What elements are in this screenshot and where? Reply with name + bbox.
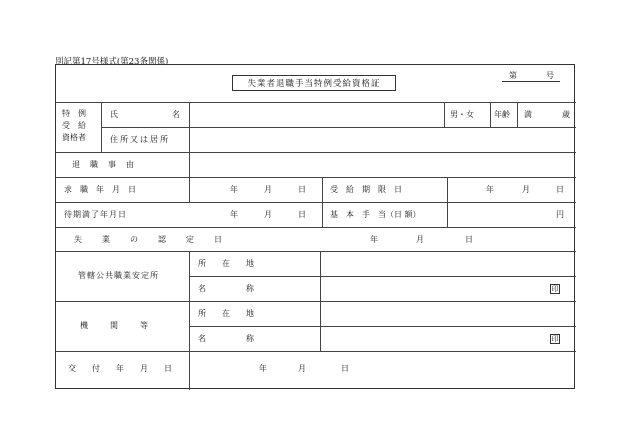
address-label: 住所又は居所 (110, 135, 170, 144)
office-name-label: 名 称 (198, 284, 254, 293)
rule-4 (56, 177, 576, 178)
issue-day: 日 (341, 364, 349, 373)
basic-allowance-label: 基 本 手 当（日 額） (330, 210, 421, 219)
waiting-day: 日 (298, 210, 306, 219)
retirement-reason-field[interactable] (190, 153, 575, 176)
qualification-certificate-form (55, 64, 575, 389)
age-man: 満 (524, 110, 532, 119)
deadline-day: 日 (556, 185, 564, 194)
issue-date-label: 交 付 年 月 日 (68, 364, 176, 373)
agency-name-label: 名 称 (198, 334, 254, 343)
vrule-gender-right (490, 102, 491, 127)
recipient-label-3: 資格者 (62, 133, 86, 142)
name-field[interactable] (190, 103, 443, 126)
vrule-mid-right (447, 177, 448, 227)
agency-name-field[interactable] (321, 327, 551, 350)
office-location-label: 所 在 地 (198, 259, 254, 268)
agency-location-label: 所 在 地 (198, 309, 254, 318)
cert-day: 日 (465, 235, 473, 244)
cert-year: 年 (370, 235, 378, 244)
name-label-shi: 氏 (110, 110, 118, 119)
gender-option[interactable]: 男・女 (450, 110, 474, 119)
waiting-month: 月 (264, 210, 272, 219)
vrule-office-col (189, 251, 190, 351)
office-name-field[interactable] (321, 277, 551, 300)
address-field[interactable] (190, 128, 575, 151)
unemployment-cert-date-label: 失 業 の 認 定 日 (74, 235, 228, 244)
name-label-mei: 名 (172, 110, 180, 119)
form-title: 失業者退職手当特例受給資格証 (232, 75, 396, 91)
waiting-end-date-label: 待期満了年月日 (64, 210, 127, 219)
number-underline (502, 81, 560, 82)
deadline-month: 月 (522, 185, 530, 194)
issue-year: 年 (259, 364, 267, 373)
deadline-year: 年 (486, 185, 494, 194)
agency-seal-mark: 印 (551, 335, 559, 343)
recipient-label-2: 受 給 (62, 121, 86, 130)
issue-month: 月 (298, 364, 306, 373)
job-date-day: 日 (298, 185, 306, 194)
benefit-deadline-label: 受 給 期 限 日 (330, 185, 402, 194)
form-caption: 別記第17号様式(第23条関係) (55, 57, 169, 67)
job-date-month: 月 (264, 185, 272, 194)
yen-unit: 円 (556, 210, 564, 219)
rule-6 (56, 227, 576, 228)
vrule-issue (189, 351, 190, 390)
vrule-age-label (517, 102, 518, 127)
vrule-recipient (101, 102, 102, 152)
vrule-gender-left (444, 102, 445, 127)
rule-5 (56, 202, 576, 203)
office-seal-mark: 印 (551, 285, 559, 293)
job-date-year: 年 (230, 185, 238, 194)
cert-month: 月 (416, 235, 424, 244)
waiting-year: 年 (230, 210, 238, 219)
office-label: 管轄公共職業安定所 (78, 271, 159, 280)
agency-label: 機 関 等 (80, 321, 150, 330)
recipient-label-1: 特 例 (62, 109, 86, 118)
number-go: 号 (546, 71, 554, 80)
job-application-date-label: 求 職 年 月 日 (64, 185, 136, 194)
agency-location-field[interactable] (321, 302, 575, 325)
vrule-mid-left (322, 177, 323, 227)
retirement-reason-label: 退 職 事 由 (72, 160, 135, 169)
rule-11 (56, 351, 576, 352)
office-location-field[interactable] (321, 252, 575, 275)
age-sai: 歳 (562, 110, 570, 119)
age-label: 年齢 (494, 110, 510, 119)
number-dai: 第 (509, 71, 517, 80)
